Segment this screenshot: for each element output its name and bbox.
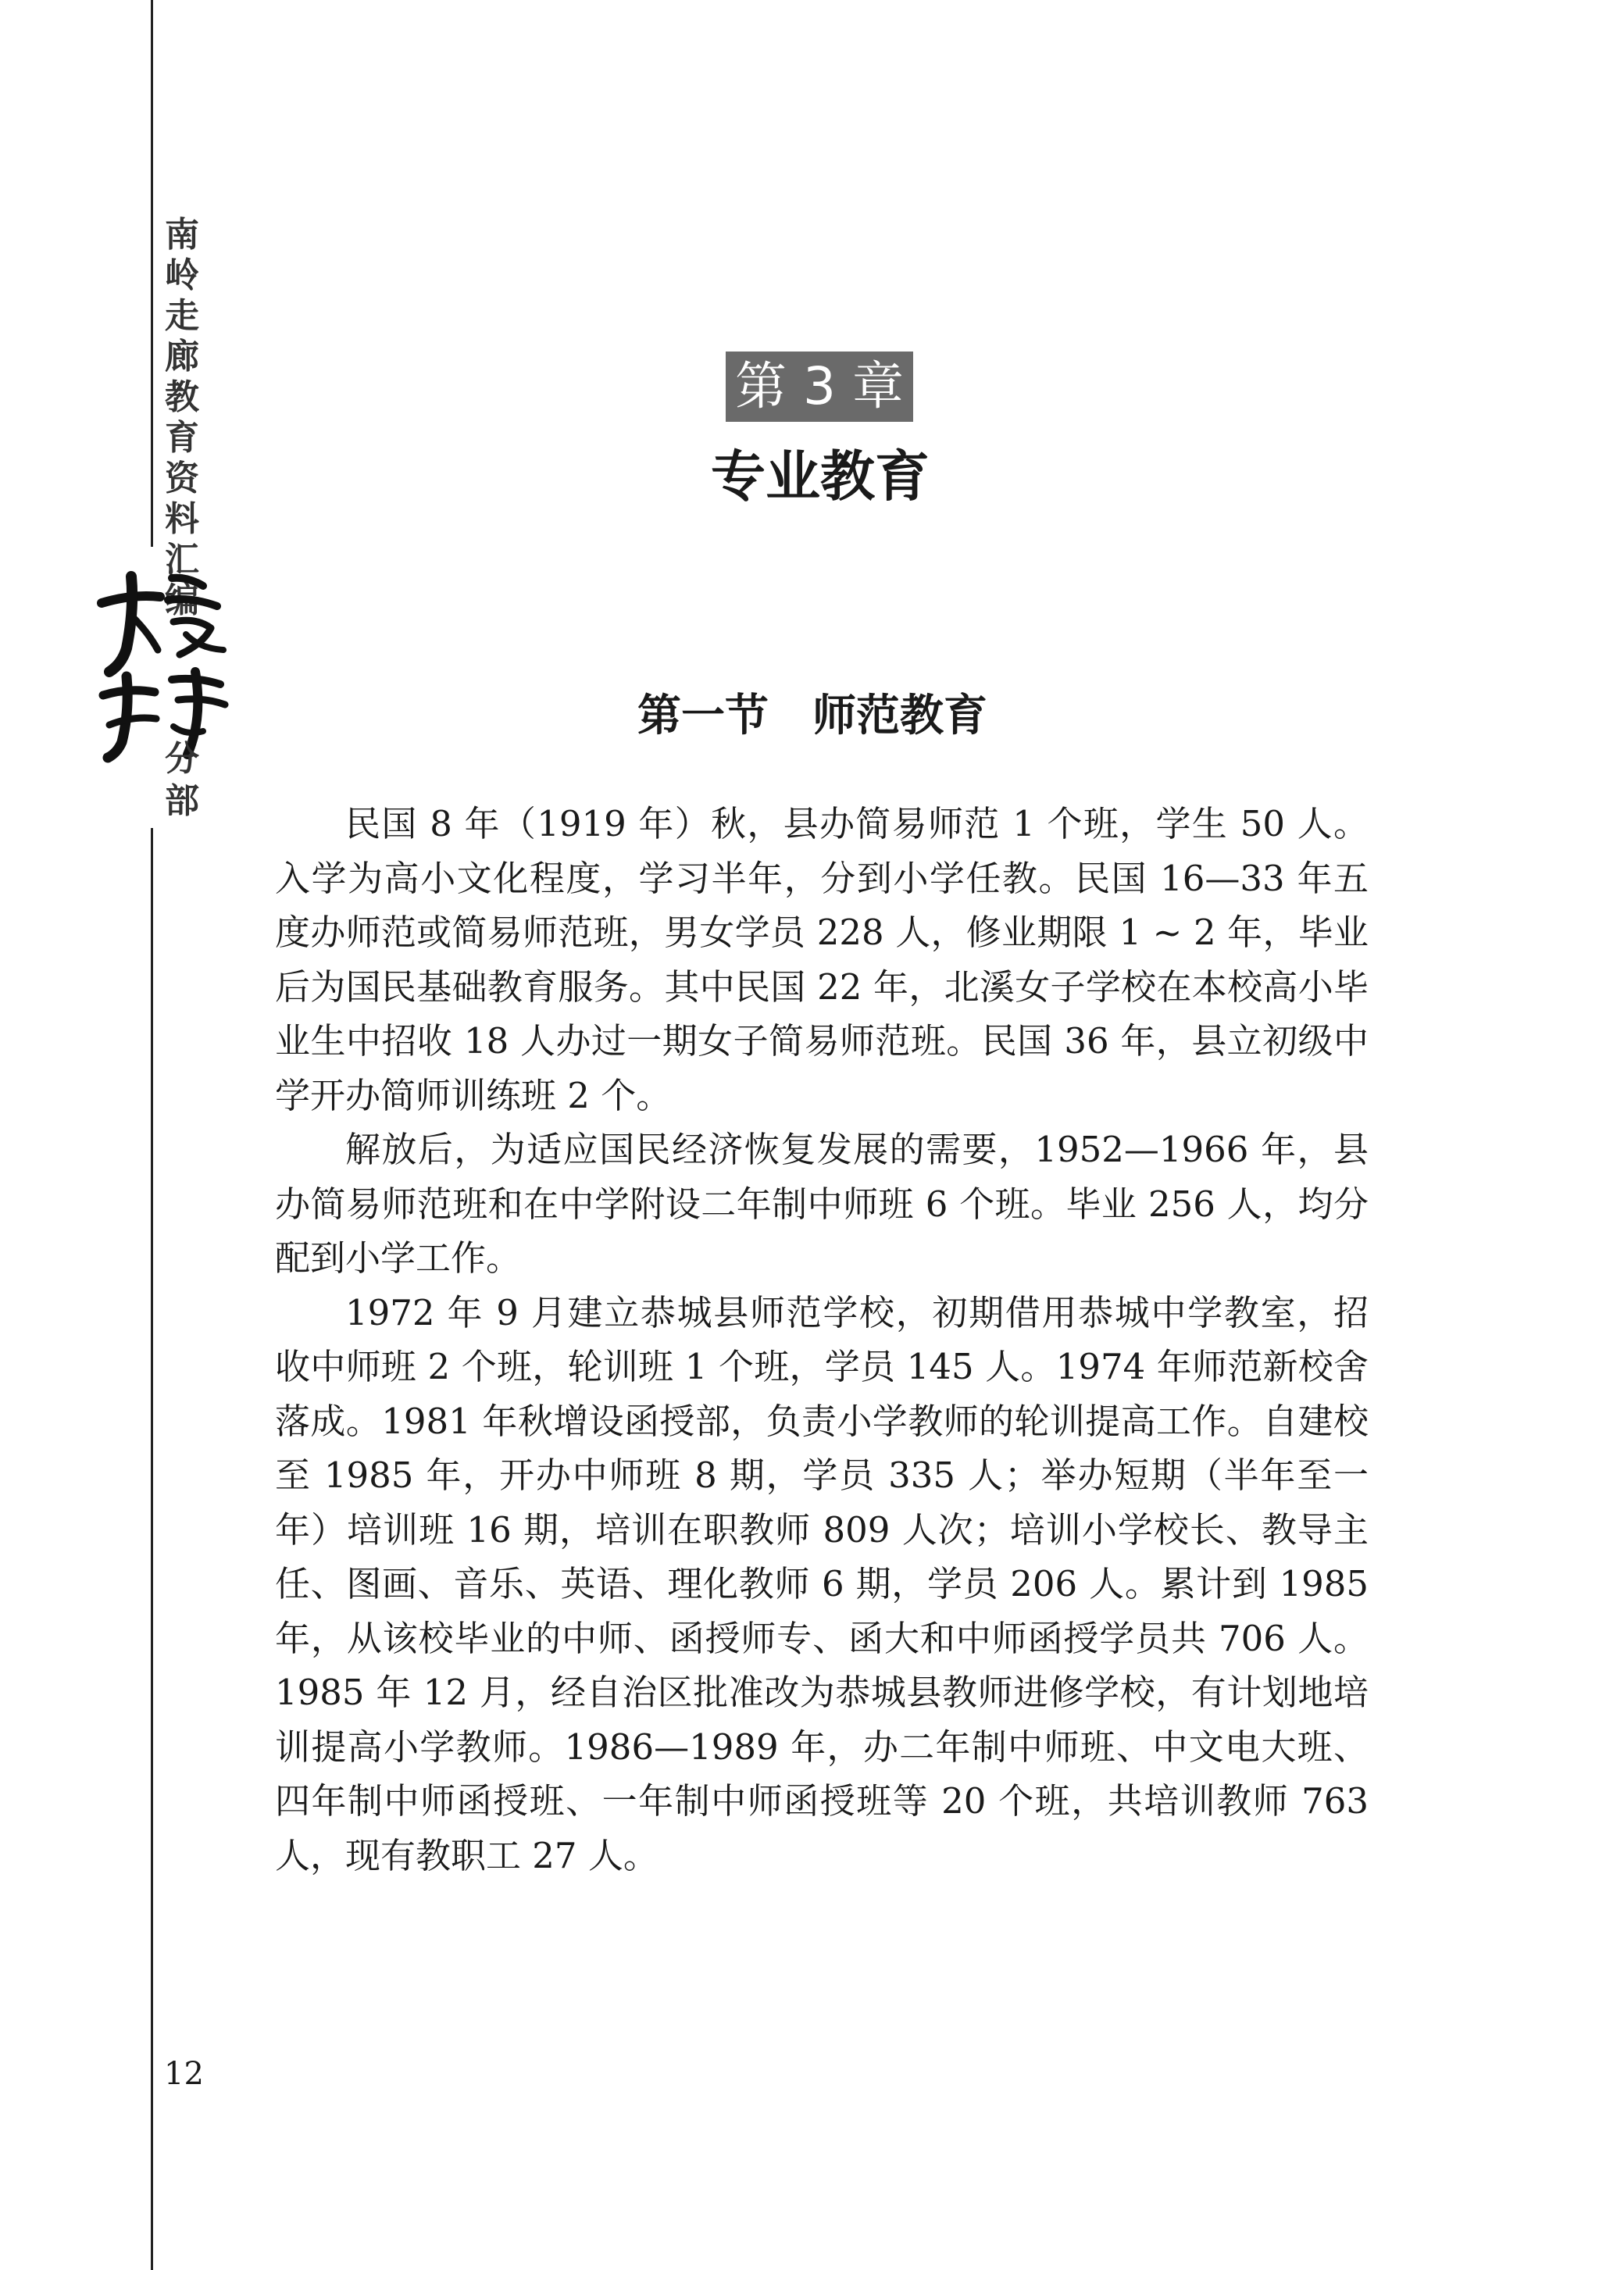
- chapter-label-badge: 第 3 章: [726, 352, 913, 422]
- page-number: 12: [164, 2056, 204, 2092]
- body-text: [275, 797, 1369, 1883]
- chapter-title: 专业教育: [711, 444, 930, 509]
- paragraph: 解放后，为适应国民经济恢复发展的需要，1952—1966 年，县办简易师范班和在中学附设二年制中师班 6 个班。毕业 256 人，均分配到小学工作。: [275, 1129, 1369, 1279]
- vertical-rule-top: [151, 0, 153, 547]
- calligraphy-text: 恭城: [86, 552, 112, 566]
- calligraphy-logo: [86, 552, 234, 766]
- paragraph: 民国 8 年（1919 年）秋，县办简易师范 1 个班，学生 50 人。入学为高小文化程度，学习半年，分到小学任教。民国 16—33 年五度办师范或简易师范班，男女学员 228 人，修业期限 1 ~ 2 年，毕业后为国民基础教育服务。其中民国 22 年，北溪女子学校在本校高小毕业生中招收 18 人办过一期女子简易师范班。民国 36 年，县立初级中学开办简师训练班 2 个。: [275, 803, 1369, 1116]
- vertical-rule-bottom: [151, 828, 153, 2270]
- section-title: 第一节 师范教育: [637, 690, 987, 741]
- paragraph: 1972 年 9 月建立恭城县师范学校，初期借用恭城中学教室，招收中师班 2 个班，轮训班 1 个班，学员 145 人。1974 年师范新校舍落成。1981 年秋增设函授部，负责小学教师的轮训提高工作。自建校至 1985 年，开办中师班 8 期，学员 335 人；举办短期（半年至一年）培训班 16 期，培训在职教师 809 人次；培训小学校长、教导主任、图画、音乐、英语、理化教师 6 期，学员 206 人。累计到 1985 年，从该校毕业的中师、函授师专、函大和中师函授学员共 706 人。1985 年 12 月，经自治区批准改为恭城县教师进修学校，有计划地培训提高小学教师。1986—1989 年，办二年制中师班、中文电大班、四年制中师函授班、一年制中师函授班等 20 个班，共培训教师 763 人，现有教职工 27 人。: [275, 1291, 1369, 1876]
- series-title: 南岭走廊教育资料汇编: [165, 215, 199, 620]
- branch-label: 分部: [165, 739, 199, 821]
